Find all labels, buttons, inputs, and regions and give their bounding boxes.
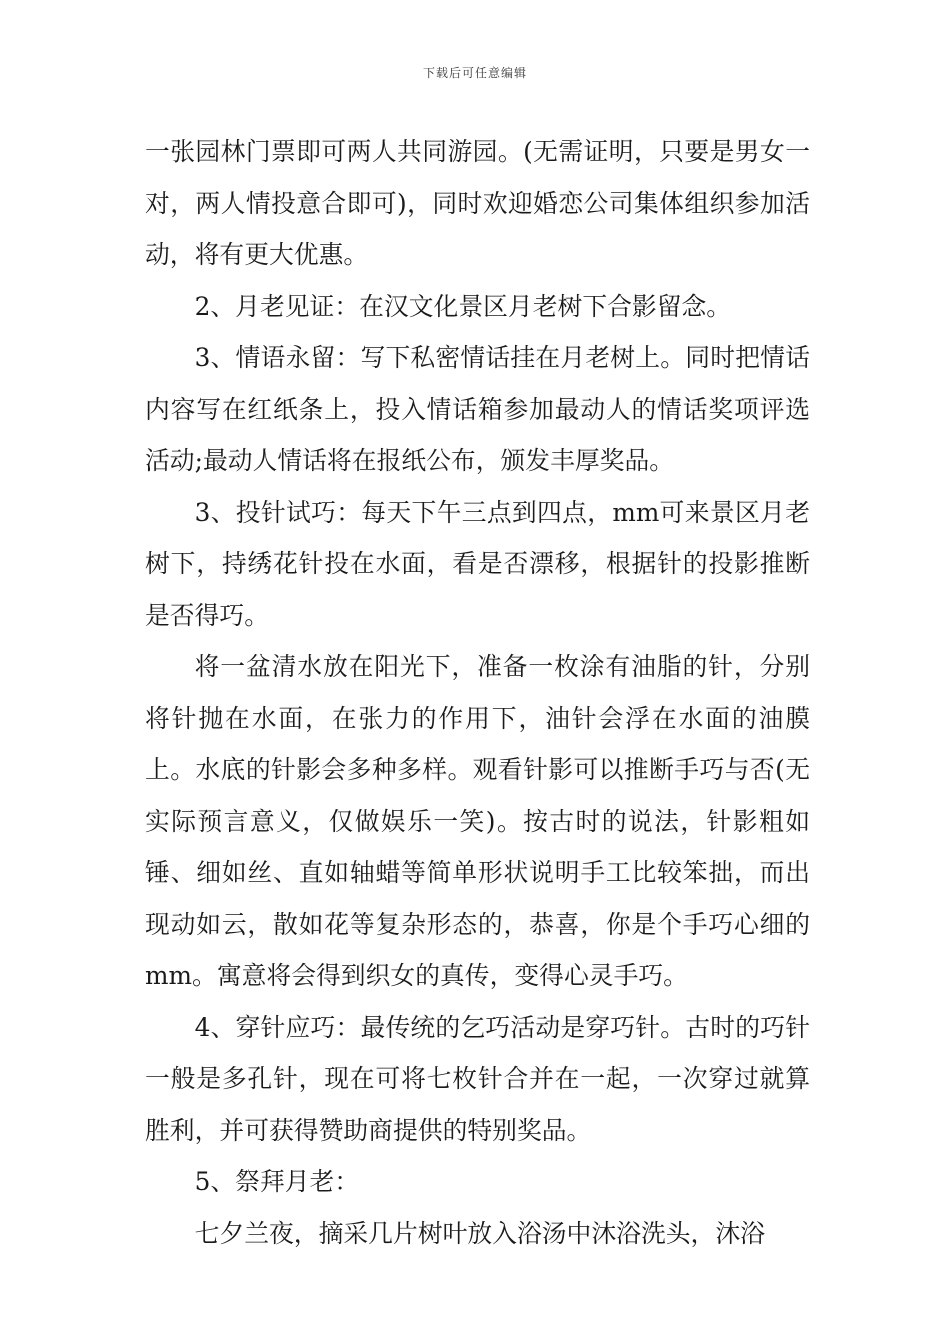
paragraph-5: 将一盆清水放在阳光下，准备一枚涂有油脂的针，分别将针抛在水面，在张力的作用下，油针会浮在水面的油膜上。水底的针影会多种多样。观看针影可以推断手巧与否(无实际预言意义，仅做娱乐一笑)。按古时的说法，针影粗如锤、细如丝、直如轴蜡等简单形状说明手工比较笨拙，而出现动如云，散如花等复杂形态的，恭喜，你是个手巧心细的mm。寓意将会得到织女的真传，变得心灵手巧。	[145, 652, 810, 990]
header-note: 下载后可任意编辑	[422, 66, 527, 80]
paragraph-2: 2、月老见证：在汉文化景区月老树下合影留念。	[194, 291, 732, 321]
document-body	[145, 126, 810, 1259]
paragraph-3: 3、情语永留：写下私密情话挂在月老树上。同时把情话内容写在红纸条上，投入情话箱参加最动人的情话奖项评选活动;最动人情话将在报纸公布，颁发丰厚奖品。	[145, 343, 810, 475]
paragraph-1: 一张园林门票即可两人共同游园。(无需证明，只要是男女一对，两人情投意合即可)，同时欢迎婚恋公司集体组织参加活动，将有更大优惠。	[145, 137, 810, 269]
paragraph-4: 3、投针试巧：每天下午三点到四点，mm可来景区月老树下，持绣花针投在水面，看是否漂移，根据针的投影推断是否得巧。	[145, 497, 810, 630]
paragraph-6: 4、穿针应巧：最传统的乞巧活动是穿巧针。古时的巧针一般是多孔针，现在可将七枚针合并在一起，一次穿过就算胜利，并可获得赞助商提供的特别奖品。	[145, 1012, 810, 1145]
paragraph-8: 七夕兰夜，摘采几片树叶放入浴汤中沐浴洗头，沐浴	[194, 1218, 765, 1248]
paragraph-7: 5、祭拜月老：	[194, 1167, 360, 1196]
